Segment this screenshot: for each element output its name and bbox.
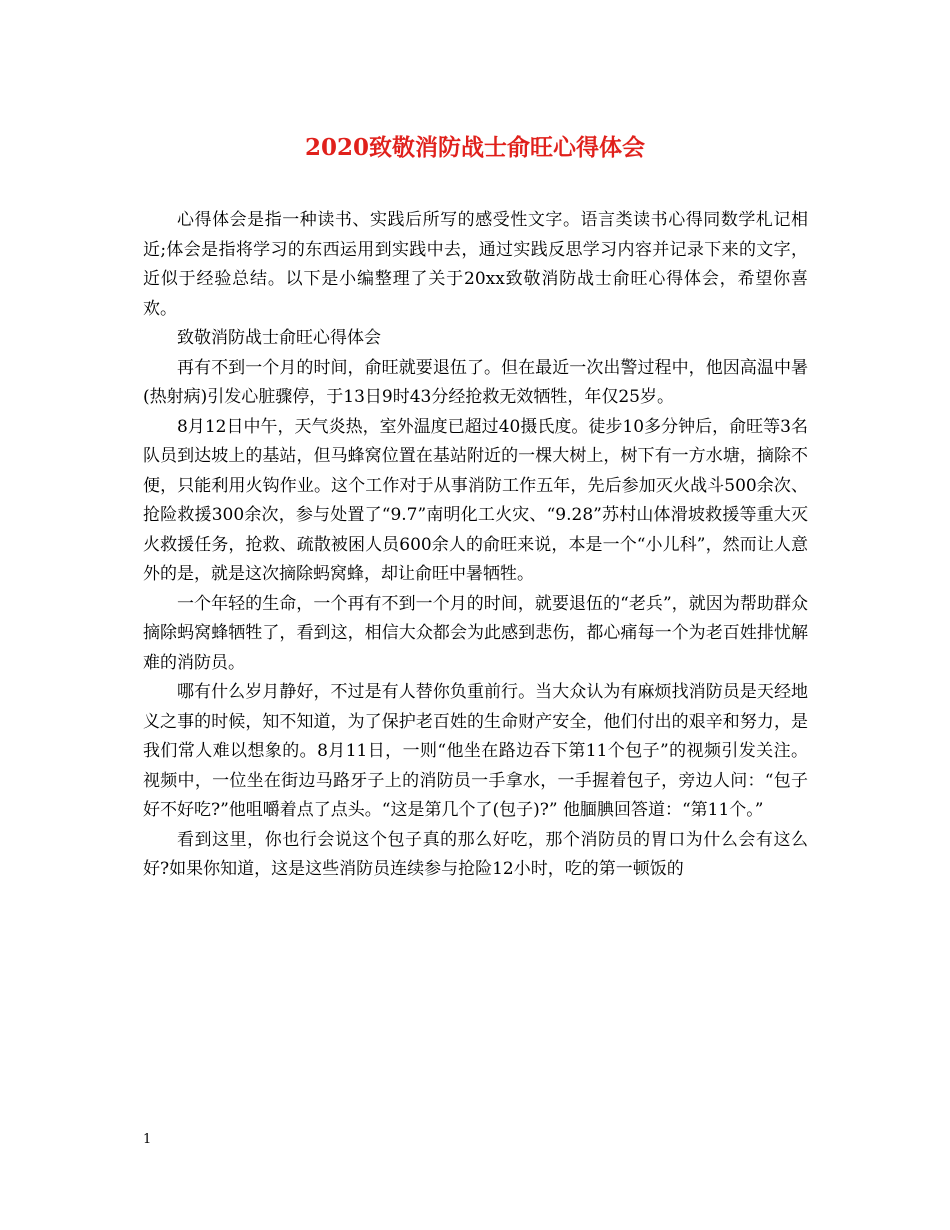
paragraph: 一个年轻的生命，一个再有不到一个月的时间，就要退伍的“老兵”，就因为帮助群众摘除蚂窝蜂牺牲了，看到这，相信大众都会为此感到悲伤，都心痛每一个为老百姓排忧解难的消防员。 bbox=[143, 593, 808, 673]
paragraph-subtitle: 致敬消防战士俞旺心得体会 bbox=[177, 328, 381, 348]
paragraph: 再有不到一个月的时间，俞旺就要退伍了。但在最近一次出警过程中，他因高温中暑(热射病)引发心脏骤停，于13日9时43分经抢救无效牺牲，年仅25岁。 bbox=[143, 357, 808, 407]
paragraph: 哪有什么岁月静好，不过是有人替你负重前行。当大众认为有麻烦找消防员是天经地义之事的时候，知不知道，为了保护老百姓的生命财产安全，他们付出的艰辛和努力，是我们常人难以想象的。8月11日，一则“他坐在路边吞下第11个包子”的视频引发关注。视频中，一位坐在街边马路牙子上的消防员一手拿水，一手握着包子，旁边人问：“包子好不好吃?”他咀嚼着点了点头。“这是第几个了(包子)?” 他腼腆回答道：“第11个。” bbox=[143, 682, 808, 820]
page-number: 1 bbox=[143, 1132, 152, 1147]
document-body bbox=[143, 206, 808, 885]
paragraph: 8月12日中午，天气炎热，室外温度已超过40摄氏度。徒步10多分钟后，俞旺等3名队员到达坡上的基站，但马蜂窝位置在基站附近的一棵大树上，树下有一方水塘，摘除不便，只能利用火钩作业。这个工作对于从事消防工作五年，先后参加灭火战斗500余次、抢险救援300余次，参与处置了“9.7”南明化工火灾、“9.28”苏村山体滑坡救援等重大灭火救援任务，抢救、疏散被困人员600余人的俞旺来说，本是一个“小儿科”，然而让人意外的是，就是这次摘除蚂窝蜂，却让俞旺中暑牺牲。 bbox=[143, 416, 808, 584]
paragraph: 看到这里，你也行会说这个包子真的那么好吃，那个消防员的胃口为什么会有这么好?如果你知道，这是这些消防员连续参与抢险12小时，吃的第一顿饭的 bbox=[143, 829, 808, 879]
paragraph-intro: 心得体会是指一种读书、实践后所写的感受性文字。语言类读书心得同数学札记相近;体会是指将学习的东西运用到实践中去，通过实践反思学习内容并记录下来的文字，近似于经验总结。以下是小编整理了关于20xx致敬消防战士俞旺心得体会，希望你喜欢。 bbox=[143, 210, 808, 319]
document-title: 2020致敬消防战士俞旺心得体会 bbox=[304, 134, 645, 161]
